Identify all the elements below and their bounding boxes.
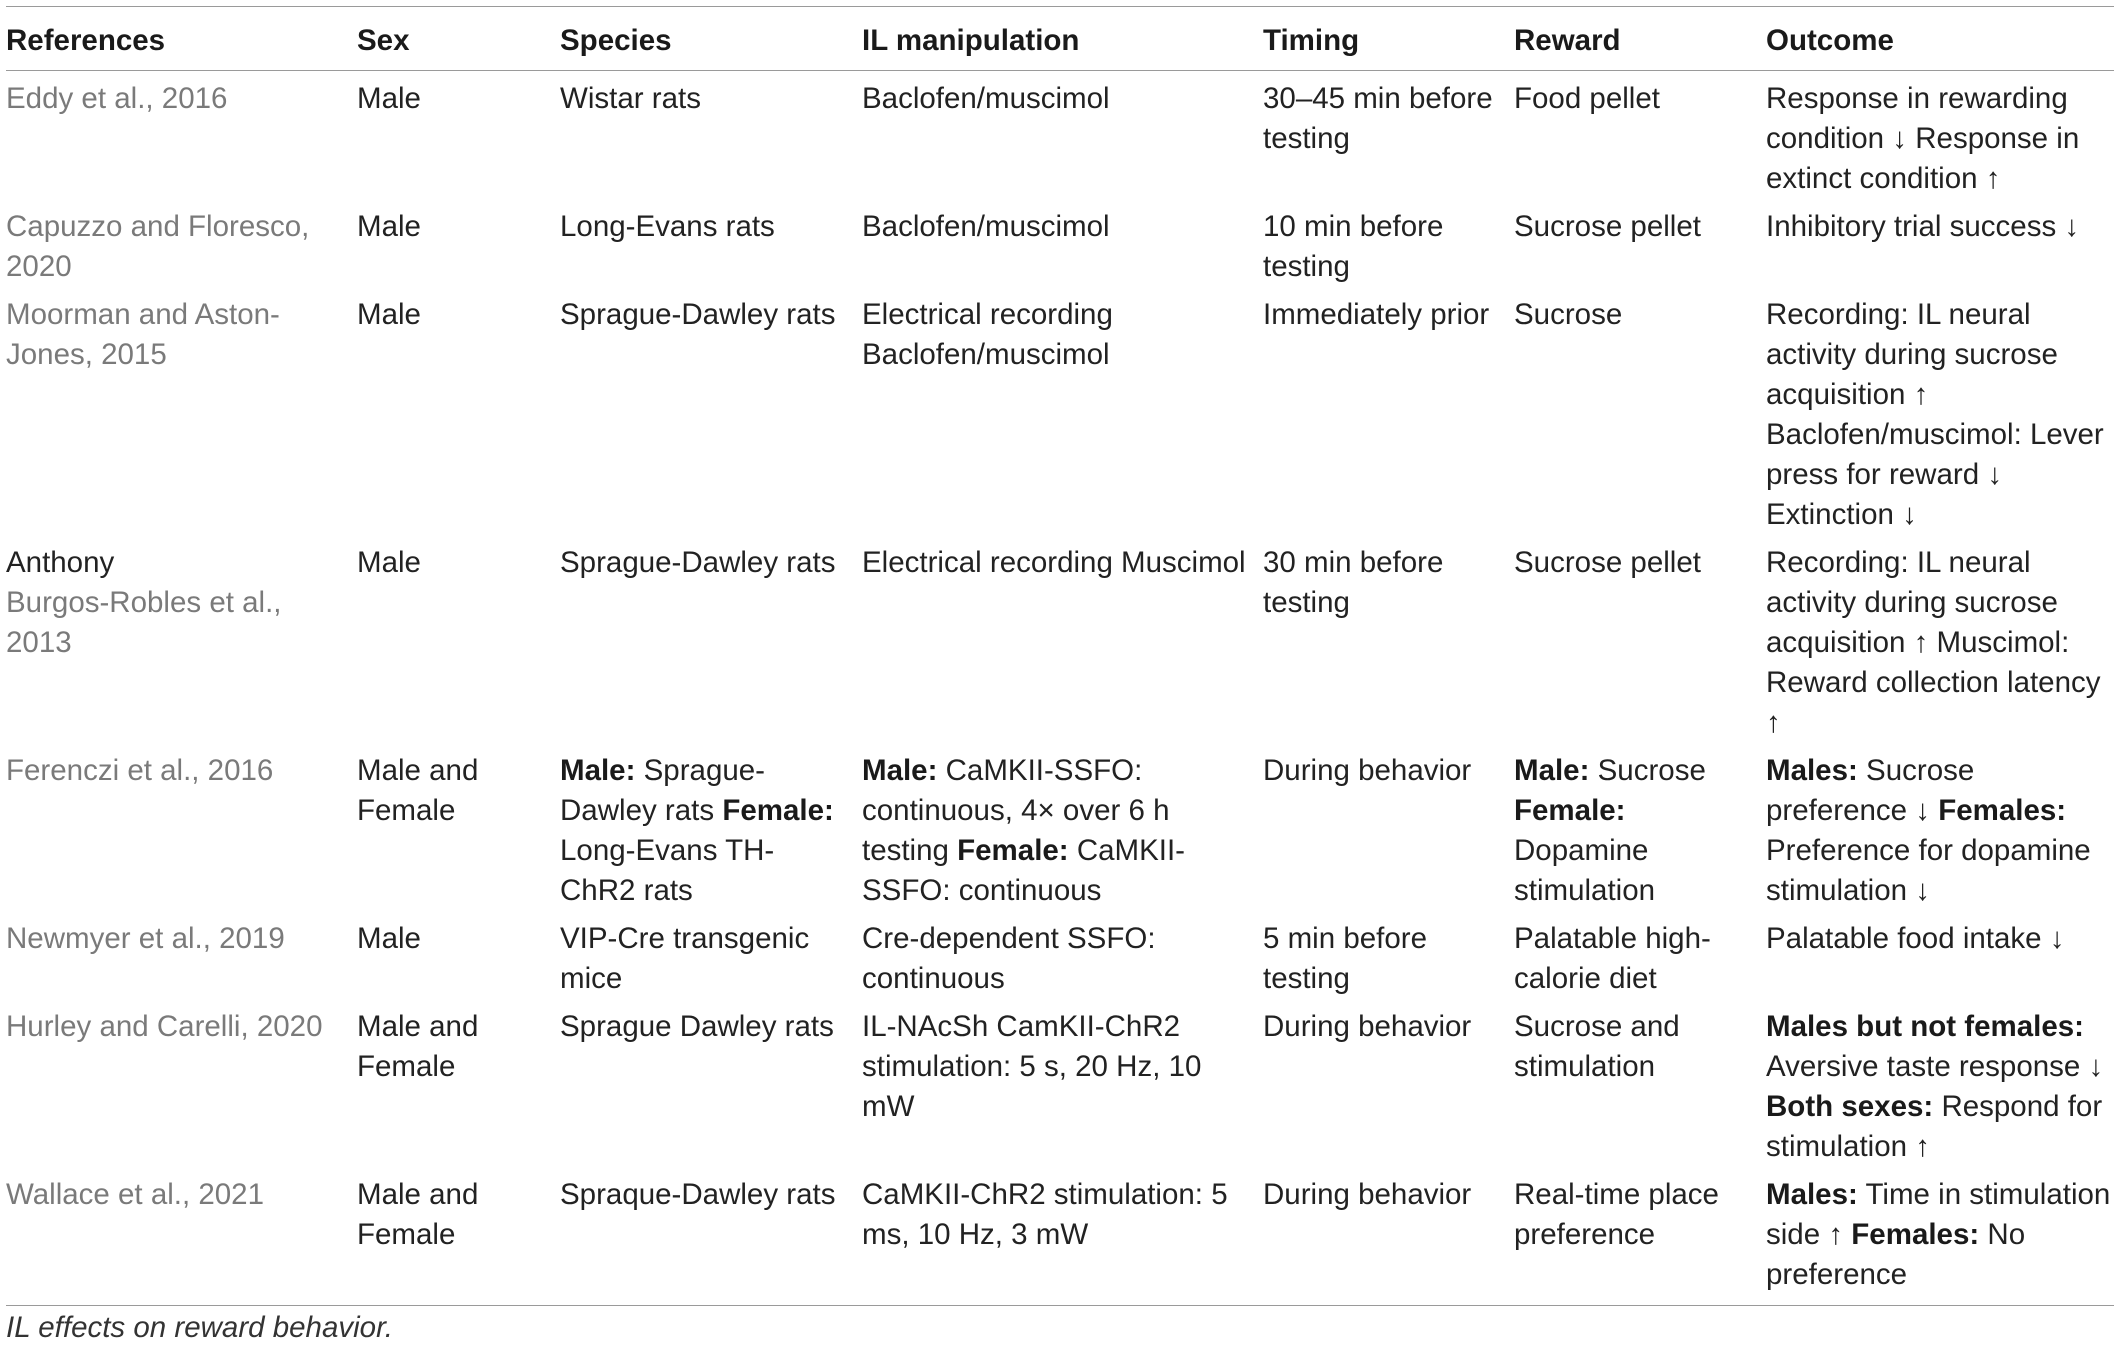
outcome-a-text: Aversive taste response ↓ [1766,1050,2104,1083]
reward-male-text: Sucrose [1597,754,1706,787]
sex-cell: Male [357,922,421,955]
species-cell: Long-Evans rats [560,210,775,243]
il-cell [862,751,1263,911]
species-cell: Sprague Dawley rats [560,1010,834,1043]
sex-cell: Male [357,210,421,243]
ref-cell [6,543,357,663]
species-female-label: Female: [722,794,834,827]
ref-cell: Wallace et al., 2021 [6,1178,264,1211]
reward-cell: Palatable high-calorie diet [1514,922,1711,995]
header-species: Species [560,24,672,57]
timing-cell: 10 min before testing [1263,210,1444,283]
outcome-b-label: Both sexes: [1766,1090,1934,1123]
reward-female-text: Dopamine stimulation [1514,834,1656,907]
outcome-a-label: Males but not females: [1766,1010,2085,1043]
outcome-cell: Recording: IL neural activity during sucrose acquisition ↑ Baclofen/muscimol: Lever press for reward ↓ Extinction ↓ [1766,298,2104,531]
header-outcome: Outcome [1766,24,1894,57]
il-male-label: Male: [862,754,938,787]
header-references: References [6,24,166,57]
il-cell: Cre-dependent SSFO: continuous [862,922,1156,995]
table-row [6,71,2114,199]
outcome-cell [1766,1175,2114,1295]
sex-cell: Male and Female [357,1178,479,1251]
species-cell: Spraque-Dawley rats [560,1178,836,1211]
outcome-b-text: Respond for stimulation ↑ [1766,1090,2103,1163]
table-row [6,535,2114,743]
outcome-cell: Inhibitory trial success ↓ [1766,210,2080,243]
outcome-females-text: No preference [1766,1218,2026,1291]
ref-prefix: Anthony [6,546,115,579]
reward-male-label: Male: [1514,754,1590,787]
species-male-label: Male: [560,754,636,787]
ref-text: Burgos-Robles et al., 2013 [6,586,282,659]
species-cell: Wistar rats [560,82,701,115]
reward-cell: Sucrose and stimulation [1514,1010,1680,1083]
sex-cell: Male [357,298,421,331]
sex-cell: Male and Female [357,1010,479,1083]
timing-cell: 30 min before testing [1263,546,1444,619]
outcome-cell: Response in rewarding condition ↓ Response in extinct condition ↑ [1766,82,2080,195]
table-row [6,911,2114,999]
outcome-males-text: Time in stimulation side ↑ [1766,1178,2111,1251]
reward-cell: Real-time place preference [1514,1178,1719,1251]
species-cell: Sprague-Dawley rats [560,298,836,331]
il-cell: Electrical recording Muscimol [862,546,1246,579]
il-female-text: CaMKII-SSFO: continuous [862,834,1186,907]
outcome-females-text: Preference for dopamine stimulation ↓ [1766,834,2091,907]
species-cell [560,751,862,911]
outcome-cell: Palatable food intake ↓ [1766,922,2065,955]
outcome-males-text: Sucrose preference ↓ [1766,754,1975,827]
species-male-text: Sprague-Dawley rats [560,754,765,827]
species-cell: VIP-Cre transgenic mice [560,922,810,995]
header-sex: Sex [357,24,410,57]
species-female-text: Long-Evans TH-ChR2 rats [560,834,775,907]
reward-cell: Sucrose pellet [1514,546,1701,579]
sex-cell: Male [357,546,421,579]
reward-behavior-table [6,6,2114,1348]
outcome-cell [1766,751,2114,911]
header-timing: Timing [1263,24,1360,57]
timing-cell: During behavior [1263,1010,1472,1043]
il-cell: Baclofen/muscimol [862,82,1110,115]
il-female-label: Female: [957,834,1069,867]
ref-cell: Ferenczi et al., 2016 [6,754,274,787]
table-row [6,199,2114,287]
header-reward: Reward [1514,24,1621,57]
species-cell: Sprague-Dawley rats [560,546,836,579]
outcome-males-label: Males: [1766,754,1858,787]
timing-cell: During behavior [1263,1178,1472,1211]
ref-cell: Capuzzo and Floresco, 2020 [6,210,310,283]
reward-female-label: Female: [1514,794,1626,827]
reward-cell: Food pellet [1514,82,1660,115]
outcome-cell: Recording: IL neural activity during sucrose acquisition ↑ Muscimol: Reward collection latency ↑ [1766,546,2101,739]
header-il-manipulation: IL manipulation [862,24,1080,57]
il-cell: IL-NAcSh CamKII-ChR2 stimulation: 5 s, 20 Hz, 10 mW [862,1010,1202,1123]
table-caption: IL effects on reward behavior. [6,1311,394,1344]
outcome-males-label: Males: [1766,1178,1858,1211]
outcome-females-label: Females: [1938,794,2067,827]
il-cell: Baclofen/muscimol [862,210,1110,243]
reward-cell [1514,751,1766,911]
outcome-cell [1766,1007,2114,1167]
il-cell: CaMKII-ChR2 stimulation: 5 ms, 10 Hz, 3 mW [862,1178,1228,1251]
sex-cell: Male and Female [357,754,479,827]
table-header-row [6,7,2114,70]
table-row [6,287,2114,535]
timing-cell: 30–45 min before testing [1263,82,1493,155]
outcome-females-label: Females: [1851,1218,1980,1251]
table-row [6,743,2114,911]
il-cell: Electrical recording Baclofen/muscimol [862,298,1113,371]
timing-cell: During behavior [1263,754,1472,787]
timing-cell: 5 min before testing [1263,922,1427,995]
table-row [6,1167,2114,1305]
ref-cell: Newmyer et al., 2019 [6,922,285,955]
timing-cell: Immediately prior [1263,298,1490,331]
ref-cell: Hurley and Carelli, 2020 [6,1010,323,1043]
reward-cell: Sucrose pellet [1514,210,1701,243]
table-row [6,999,2114,1167]
ref-cell: Moorman and Aston-Jones, 2015 [6,298,280,371]
ref-cell: Eddy et al., 2016 [6,82,228,115]
sex-cell: Male [357,82,421,115]
il-male-text: CaMKII-SSFO: continuous, 4× over 6 h testing [862,754,1170,867]
reward-cell: Sucrose [1514,298,1623,331]
